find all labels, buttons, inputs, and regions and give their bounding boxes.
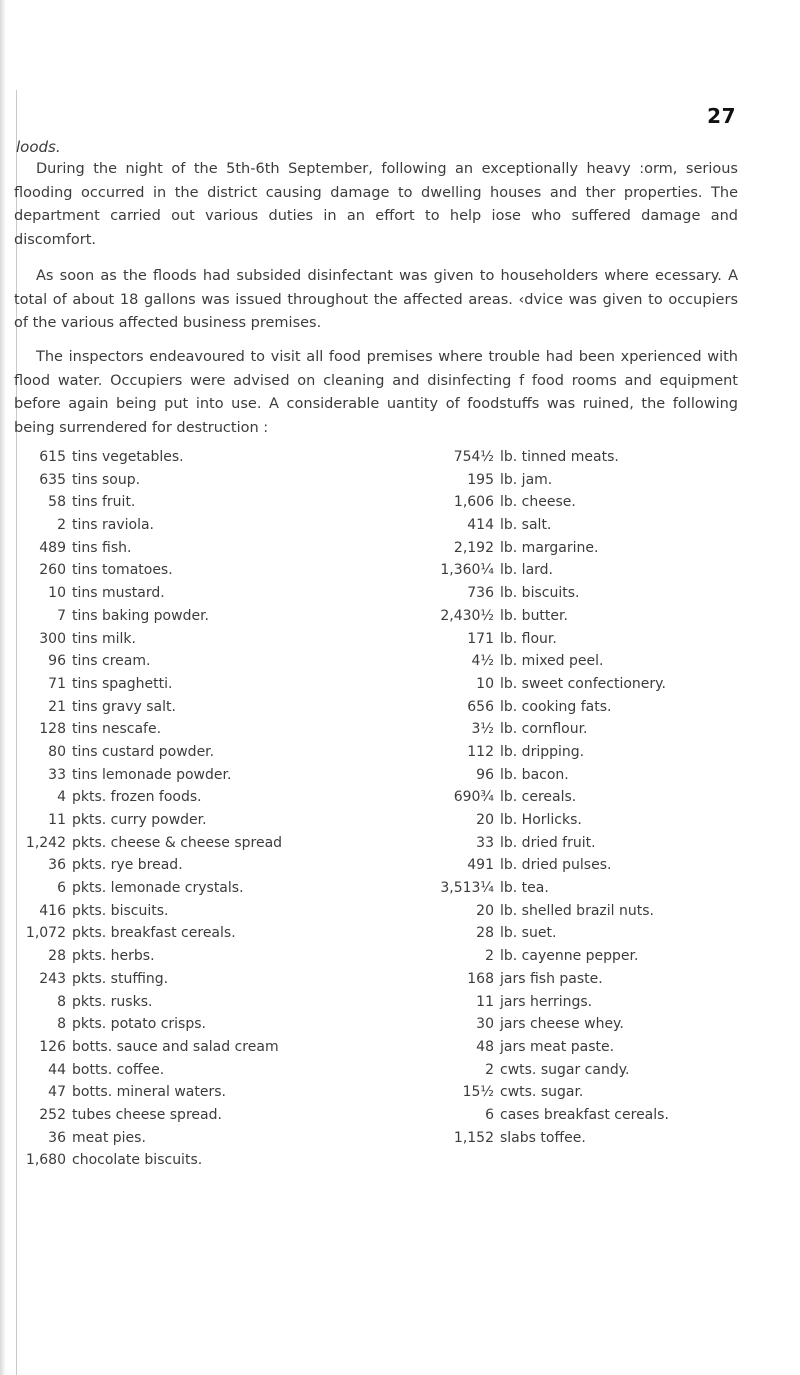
- left-item: pkts. curry powder.: [72, 812, 207, 828]
- list-item: [0, 1059, 800, 1082]
- left-quantity: 33: [48, 766, 66, 783]
- right-quantity: 20: [476, 902, 494, 919]
- list-item: [0, 628, 800, 651]
- left-item: tins vegetables.: [72, 449, 184, 465]
- list-item: [0, 1149, 800, 1172]
- list-item: [0, 991, 800, 1014]
- right-quantity: 2,192: [453, 539, 494, 556]
- list-item: [0, 673, 800, 696]
- list-item: [0, 559, 800, 582]
- right-quantity: 1,360¼: [440, 562, 494, 579]
- list-item: [0, 1081, 800, 1104]
- left-quantity: 615: [39, 449, 66, 465]
- list-item: [0, 469, 800, 492]
- left-quantity: 36: [48, 1129, 66, 1146]
- right-item: cwts. sugar candy.: [500, 1061, 630, 1078]
- left-item: pkts. cheese & cheese spread: [72, 834, 283, 851]
- left-quantity: 7: [57, 607, 66, 624]
- right-quantity: 15½: [462, 1084, 494, 1101]
- right-quantity: 11: [476, 993, 494, 1010]
- list-item: [0, 582, 800, 605]
- right-item: lb. biscuits.: [500, 585, 580, 602]
- list-item: [0, 650, 800, 673]
- right-quantity: 656: [467, 698, 494, 715]
- right-item: cwts. sugar.: [500, 1084, 584, 1101]
- right-item: jars fish paste.: [500, 970, 603, 987]
- left-quantity: 1,680: [25, 1152, 66, 1169]
- right-item: jars herrings.: [500, 993, 593, 1010]
- left-quantity: 126: [39, 1038, 66, 1055]
- right-item: lb. tinned meats.: [500, 449, 619, 465]
- list-item: [0, 922, 800, 945]
- left-item: pkts. rye bread.: [72, 857, 183, 874]
- right-quantity: 3½: [471, 721, 494, 738]
- left-quantity: 300: [39, 630, 66, 647]
- right-quantity: 491: [467, 857, 494, 874]
- right-quantity: 168: [467, 970, 494, 987]
- list-item: [0, 491, 800, 514]
- left-item: meat pies.: [72, 1129, 146, 1146]
- right-quantity: 1,152: [453, 1129, 494, 1146]
- right-item: lb. shelled brazil nuts.: [500, 902, 654, 919]
- left-quantity: 58: [48, 494, 66, 511]
- left-item: tins baking powder.: [72, 607, 209, 624]
- left-item: pkts. frozen foods.: [72, 789, 202, 806]
- list-item: [0, 832, 800, 855]
- surrendered-foodstuffs-list: [0, 446, 800, 1172]
- left-item: pkts. breakfast cereals.: [72, 925, 236, 942]
- left-item: tins milk.: [72, 630, 136, 647]
- list-item: [0, 718, 800, 741]
- right-item: lb. cereals.: [500, 789, 577, 806]
- left-quantity: 8: [57, 993, 66, 1010]
- right-item: lb. cooking fats.: [500, 698, 612, 715]
- left-item: tins cream.: [72, 653, 151, 670]
- right-item: slabs toffee.: [500, 1129, 586, 1146]
- left-item: pkts. lemonade crystals.: [72, 880, 244, 897]
- right-item: lb. flour.: [500, 630, 557, 647]
- list-item: [0, 1127, 800, 1150]
- list-item: [0, 1013, 800, 1036]
- list-item: [0, 446, 800, 469]
- left-quantity: 11: [48, 812, 66, 828]
- right-quantity: 1,606: [453, 494, 494, 511]
- right-item: lb. bacon.: [500, 766, 569, 783]
- list-item: [0, 605, 800, 628]
- right-item: lb. margarine.: [500, 539, 599, 556]
- right-quantity: 754½: [453, 449, 494, 465]
- right-quantity: 10: [476, 675, 494, 692]
- left-item: tins fruit.: [72, 494, 136, 511]
- paragraph-disinfectant: As soon as the floods had subsided disinfectant was given to householders where ecessary. A total of about 18 gallons was issued throughout the affected areas. ‹dvice was given to occupiers of the various affected business premises.: [14, 268, 738, 331]
- left-item: tins custard powder.: [72, 743, 215, 760]
- right-item: jars meat paste.: [500, 1038, 615, 1055]
- left-quantity: 252: [39, 1106, 66, 1123]
- left-quantity: 28: [48, 948, 66, 965]
- list-item: [0, 1036, 800, 1059]
- left-item: tins raviola.: [72, 517, 154, 534]
- right-item: lb. lard.: [500, 562, 553, 579]
- right-quantity: 2: [485, 1061, 494, 1078]
- left-quantity: 6: [57, 880, 66, 897]
- left-quantity: 10: [48, 585, 66, 602]
- right-quantity: 112: [467, 743, 494, 760]
- paragraph-inspections: The inspectors endeavoured to visit all food premises where trouble had been xperienced with flood water. Occupiers were advised on cleaning and disinfecting f food rooms and equipment before again being put into use. A considerable uantity of foodstuffs was ruined, the following being surrendered for destruction :: [14, 349, 738, 436]
- right-quantity: 2: [485, 948, 494, 965]
- list-item: [0, 786, 800, 809]
- left-item: tins tomatoes.: [72, 562, 173, 579]
- left-quantity: 128: [39, 721, 66, 738]
- right-item: lb. cayenne pepper.: [500, 948, 639, 965]
- list-item: [0, 854, 800, 877]
- right-quantity: 195: [467, 471, 494, 488]
- list-item: [0, 741, 800, 764]
- left-item: botts. sauce and salad cream: [72, 1038, 279, 1055]
- left-quantity: 96: [48, 653, 66, 670]
- right-item: jars cheese whey.: [500, 1016, 624, 1033]
- left-quantity: 47: [48, 1084, 66, 1101]
- right-quantity: 2,430½: [440, 607, 494, 624]
- left-item: botts. coffee.: [72, 1061, 165, 1078]
- left-quantity: 243: [39, 970, 66, 987]
- list-item: [0, 537, 800, 560]
- left-quantity: 416: [39, 902, 66, 919]
- right-item: lb. cheese.: [500, 494, 576, 511]
- left-quantity: 260: [39, 562, 66, 579]
- right-item: lb. tea.: [500, 880, 549, 897]
- right-item: lb. cornflour.: [500, 721, 588, 738]
- left-item: tins nescafe.: [72, 721, 162, 738]
- left-item: tubes cheese spread.: [72, 1106, 222, 1123]
- paragraph-flooding: During the night of the 5th-6th September, following an exceptionally heavy :orm, serious flooding occurred in the district causing damage to dwelling houses and ther properties. The department carried out various duties in an effort to help iose who suffered damage and discomfort.: [14, 161, 738, 248]
- left-quantity: 1,072: [25, 925, 66, 942]
- right-item: lb. dried pulses.: [500, 857, 612, 874]
- right-item: lb. dripping.: [500, 743, 585, 760]
- right-quantity: 30: [476, 1016, 494, 1033]
- page-number: 27: [707, 104, 736, 128]
- list-item: [0, 900, 800, 923]
- left-item: pkts. potato crisps.: [72, 1016, 206, 1033]
- right-quantity: 414: [467, 517, 494, 534]
- left-quantity: 635: [39, 471, 66, 488]
- right-quantity: 48: [476, 1038, 494, 1055]
- list-item: [0, 1104, 800, 1127]
- left-item: tins soup.: [72, 471, 141, 488]
- left-item: pkts. rusks.: [72, 993, 153, 1010]
- right-item: lb. mixed peel.: [500, 653, 604, 670]
- left-item: tins gravy salt.: [72, 698, 176, 715]
- list-item: [0, 809, 800, 832]
- right-item: lb. Horlicks.: [500, 812, 582, 828]
- list-item: [0, 696, 800, 719]
- right-item: lb. sweet confectionery.: [500, 675, 666, 692]
- left-quantity: 4: [57, 789, 66, 806]
- left-item: tins lemonade powder.: [72, 766, 232, 783]
- right-quantity: 20: [476, 812, 494, 828]
- right-quantity: 28: [476, 925, 494, 942]
- left-quantity: 71: [48, 675, 66, 692]
- right-quantity: 690¾: [453, 789, 494, 806]
- right-item: cases breakfast cereals.: [500, 1106, 669, 1123]
- right-quantity: 33: [476, 834, 494, 851]
- left-item: pkts. stuffing.: [72, 970, 169, 987]
- left-quantity: 44: [48, 1061, 66, 1078]
- right-quantity: 6: [485, 1106, 494, 1123]
- left-quantity: 80: [48, 743, 66, 760]
- left-item: tins spaghetti.: [72, 675, 173, 692]
- right-quantity: 3,513¼: [440, 880, 494, 897]
- right-quantity: 171: [467, 630, 494, 647]
- right-item: lb. dried fruit.: [500, 834, 596, 851]
- section-title: loods.: [16, 138, 61, 156]
- list-item: [0, 945, 800, 968]
- list-item: [0, 764, 800, 787]
- right-quantity: 736: [467, 585, 494, 602]
- right-item: lb. butter.: [500, 607, 568, 624]
- right-item: lb. salt.: [500, 517, 552, 534]
- left-quantity: 489: [39, 539, 66, 556]
- left-item: pkts. herbs.: [72, 948, 155, 965]
- right-quantity: 4½: [471, 653, 494, 670]
- list-item: [0, 968, 800, 991]
- left-item: pkts. biscuits.: [72, 902, 169, 919]
- left-item: botts. mineral waters.: [72, 1084, 226, 1101]
- list-item: [0, 514, 800, 537]
- right-item: lb. suet.: [500, 925, 557, 942]
- left-quantity: 8: [57, 1016, 66, 1033]
- list-item: [0, 877, 800, 900]
- left-quantity: 2: [57, 517, 66, 534]
- right-item: lb. jam.: [500, 471, 553, 488]
- left-quantity: 1,242: [25, 834, 66, 851]
- left-item: chocolate biscuits.: [72, 1152, 203, 1169]
- left-item: tins fish.: [72, 539, 132, 556]
- left-quantity: 21: [48, 698, 66, 715]
- left-quantity: 36: [48, 857, 66, 874]
- left-item: tins mustard.: [72, 585, 165, 602]
- right-quantity: 96: [476, 766, 494, 783]
